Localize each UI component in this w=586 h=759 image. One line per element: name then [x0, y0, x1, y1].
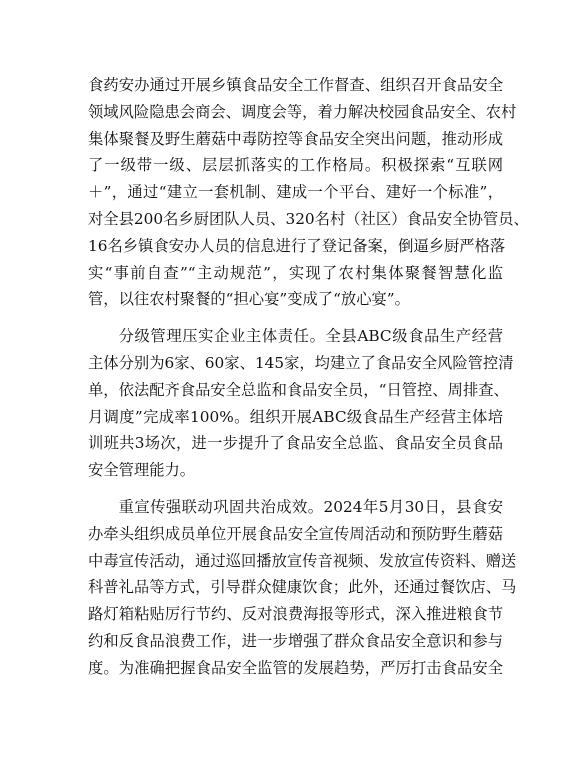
paragraph-tiered-management: [88, 323, 514, 484]
text-line: 单，依法配齐食品安全总监和食品安全员，“日管控、周排查、: [88, 380, 509, 399]
text-line: 了一级带一级、层层抓落实的工作格局。积极探索“互联网: [88, 156, 503, 175]
text-line: 食药安办通过开展乡镇食品安全工作督查、组织召开食品安全: [88, 76, 503, 94]
paragraph-food-safety-office: [88, 72, 529, 313]
text-line: 重宣传强联动巩固共治成效。2024年5月30日，县食安: [118, 497, 503, 516]
text-line: 集体聚餐及野生蘑菇中毒防控等食品安全突出问题，推动形成: [88, 129, 503, 148]
text-line: 主体分别为6家、60家、145家，均建立了食品安全风险管控清: [88, 353, 514, 372]
text-line: 实“事前自查”“主动规范”，实现了农村集体聚餐智慧化监: [88, 263, 503, 282]
text-line: 16名乡镇食安办人员的信息进行了登记备案，倒逼乡厨严格落: [88, 236, 506, 255]
text-line: 路灯箱粘贴厉行节约、反对浪费海报等形式，深入推进粮食节: [88, 605, 503, 624]
text-line: 月调度”完成率100%。组织开展ABC级食品生产经营主体培: [88, 407, 503, 426]
text-line: 约和反食品浪费工作，进一步增强了群众食品安全意识和参与: [88, 631, 503, 650]
text-line: 中毒宣传活动，通过巡回播放宣传音视频、发放宣传资料、赠送: [88, 551, 517, 570]
text-line: 管，以往农村聚餐的“担心宴”变成了“放心宴”。: [88, 290, 410, 309]
text-line: 办牵头组织成员单位开展食品安全宣传周活动和预防野生蘑菇: [88, 524, 503, 543]
text-line: 训班共3场次，进一步提升了食品安全总监、食品安全员食品: [88, 434, 503, 453]
text-line: ＋”，通过“建立一套机制、建成一个平台、建好一个标准”，: [88, 183, 503, 202]
document-body: [88, 72, 529, 682]
paragraph-publicity-linkage: [88, 494, 517, 682]
text-line: 度。为准确把握食品安全监管的发展趋势，严厉打击食品安全: [88, 658, 503, 677]
text-line: 分级管理压实企业主体责任。全县ABC级食品生产经营: [118, 327, 503, 346]
text-line: 安全管理能力。: [88, 461, 196, 480]
text-line: 领域风险隐患会商会、调度会等，着力解决校园食品安全、农村: [88, 102, 517, 121]
text-line: 对全县200名乡厨团队人员、320名村（社区）食品安全协管员、: [88, 209, 529, 228]
text-line: 科普礼品等方式，引导群众健康饮食；此外，还通过餐饮店、马: [88, 578, 517, 597]
